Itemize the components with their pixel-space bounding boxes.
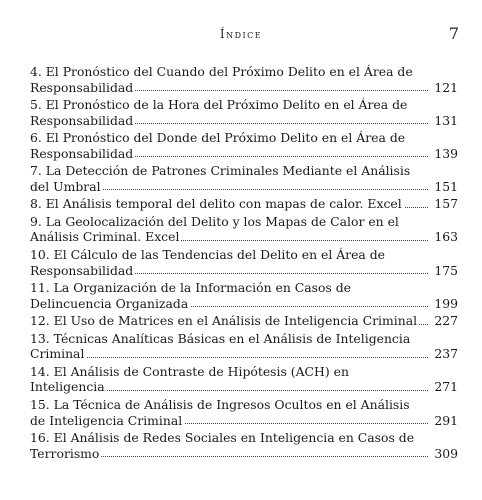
dot-leader bbox=[30, 357, 428, 358]
toc-entry-page-number: 157 bbox=[434, 196, 458, 212]
toc-entry-title-line: Responsabilidad bbox=[30, 79, 134, 95]
running-header-title: Índice bbox=[219, 27, 263, 41]
toc-entry-leader-line bbox=[30, 179, 458, 195]
toc-entry-title-line: de Inteligencia Criminal bbox=[30, 412, 183, 428]
toc-entry-title-line: 15. La Técnica de Análisis de Ingresos Ocultos en el Análisis bbox=[30, 397, 410, 413]
toc-entry-title-line: Análisis Criminal. Excel bbox=[30, 229, 180, 245]
toc-entry-title-line: 13. Técnicas Analíticas Básicas en el Análisis de Inteligencia bbox=[30, 330, 411, 346]
toc-entry-page-number: 121 bbox=[434, 79, 458, 95]
toc-entry-page-number: 309 bbox=[434, 445, 458, 461]
toc-entry-title-line: 9. La Geolocalización del Delito y los Mapas de Calor en el bbox=[30, 213, 399, 229]
toc-entry-title-line: 5. El Pronóstico de la Hora del Próximo Delito en el Área de bbox=[30, 97, 408, 113]
toc-entry bbox=[30, 163, 458, 194]
toc-entry-title-line: 10. El Cálculo de las Tendencias del Delito en el Área de bbox=[30, 247, 386, 263]
toc-entry-title-line: Delincuencia Organizada bbox=[30, 295, 189, 311]
toc-entry bbox=[30, 64, 458, 95]
toc-entry-title-line: Responsabilidad bbox=[30, 112, 134, 128]
toc-entry-page-number: 175 bbox=[434, 262, 458, 278]
toc-entry-title-line: 7. La Detección de Patrones Criminales Mediante el Análisis bbox=[30, 163, 411, 179]
toc-entry-title-line: Responsabilidad bbox=[30, 262, 134, 278]
toc-entry bbox=[30, 430, 458, 461]
toc-entry-title-line: 12. El Uso de Matrices en el Análisis de Inteligencia Criminal bbox=[30, 313, 418, 329]
toc-entry bbox=[30, 280, 458, 311]
toc-entry-title-line: Criminal bbox=[30, 346, 85, 362]
table-of-contents bbox=[30, 64, 458, 463]
toc-entry bbox=[30, 247, 458, 278]
toc-entry-page-number: 151 bbox=[434, 178, 458, 194]
toc-entry bbox=[30, 313, 458, 329]
toc-entry-page-number: 199 bbox=[434, 295, 458, 311]
toc-entry-page-number: 139 bbox=[434, 145, 458, 161]
toc-entry bbox=[30, 331, 458, 362]
toc-entry-leader-line bbox=[30, 346, 458, 362]
toc-entry-leader-line bbox=[30, 196, 458, 212]
toc-entry-page-number: 291 bbox=[434, 412, 458, 428]
toc-entry bbox=[30, 97, 458, 128]
toc-entry-leader-line bbox=[30, 229, 458, 245]
toc-entry-title-line: Terrorismo bbox=[30, 445, 100, 461]
toc-entry-leader-line bbox=[30, 313, 458, 329]
toc-entry bbox=[30, 130, 458, 161]
toc-entry-leader-line bbox=[30, 413, 458, 429]
toc-entry-title-line: 16. El Análisis de Redes Sociales en Inteligencia en Casos de bbox=[30, 430, 415, 446]
toc-entry bbox=[30, 364, 458, 395]
toc-entry-title-line: Inteligencia bbox=[30, 379, 105, 395]
toc-entry-title-line: 6. El Pronóstico del Donde del Próximo Delito en el Área de bbox=[30, 130, 406, 146]
toc-entry-leader-line bbox=[30, 379, 458, 395]
toc-entry-page-number: 163 bbox=[434, 229, 458, 245]
running-header-page-number: 7 bbox=[448, 24, 459, 43]
toc-entry-title-line: 4. El Pronóstico del Cuando del Próximo Delito en el Área de bbox=[30, 64, 413, 79]
toc-entry-leader-line bbox=[30, 80, 458, 96]
toc-entry-leader-line bbox=[30, 446, 458, 462]
toc-entry-page-number: 271 bbox=[434, 379, 458, 395]
toc-entry bbox=[30, 214, 458, 245]
toc-entry-leader-line bbox=[30, 146, 458, 162]
toc-entry-page-number: 131 bbox=[434, 112, 458, 128]
toc-entry-leader-line bbox=[30, 113, 458, 129]
toc-entry-title-line: 14. El Análisis de Contraste de Hipótesis (ACH) en bbox=[30, 363, 349, 379]
toc-entry-title-line: 8. El Análisis temporal del delito con mapas de calor. Excel bbox=[30, 196, 402, 212]
toc-entry-leader-line bbox=[30, 263, 458, 279]
toc-entry-title-line: 11. La Organización de la Información en Casos de bbox=[30, 280, 351, 296]
toc-entry-title-line: del Umbral bbox=[30, 178, 101, 194]
toc-entry bbox=[30, 397, 458, 428]
toc-entry-title-line: Responsabilidad bbox=[30, 145, 134, 161]
toc-entry-page-number: 237 bbox=[434, 346, 458, 362]
toc-entry-page-number: 227 bbox=[434, 313, 458, 329]
toc-entry-leader-line bbox=[30, 296, 458, 312]
toc-entry bbox=[30, 196, 458, 212]
